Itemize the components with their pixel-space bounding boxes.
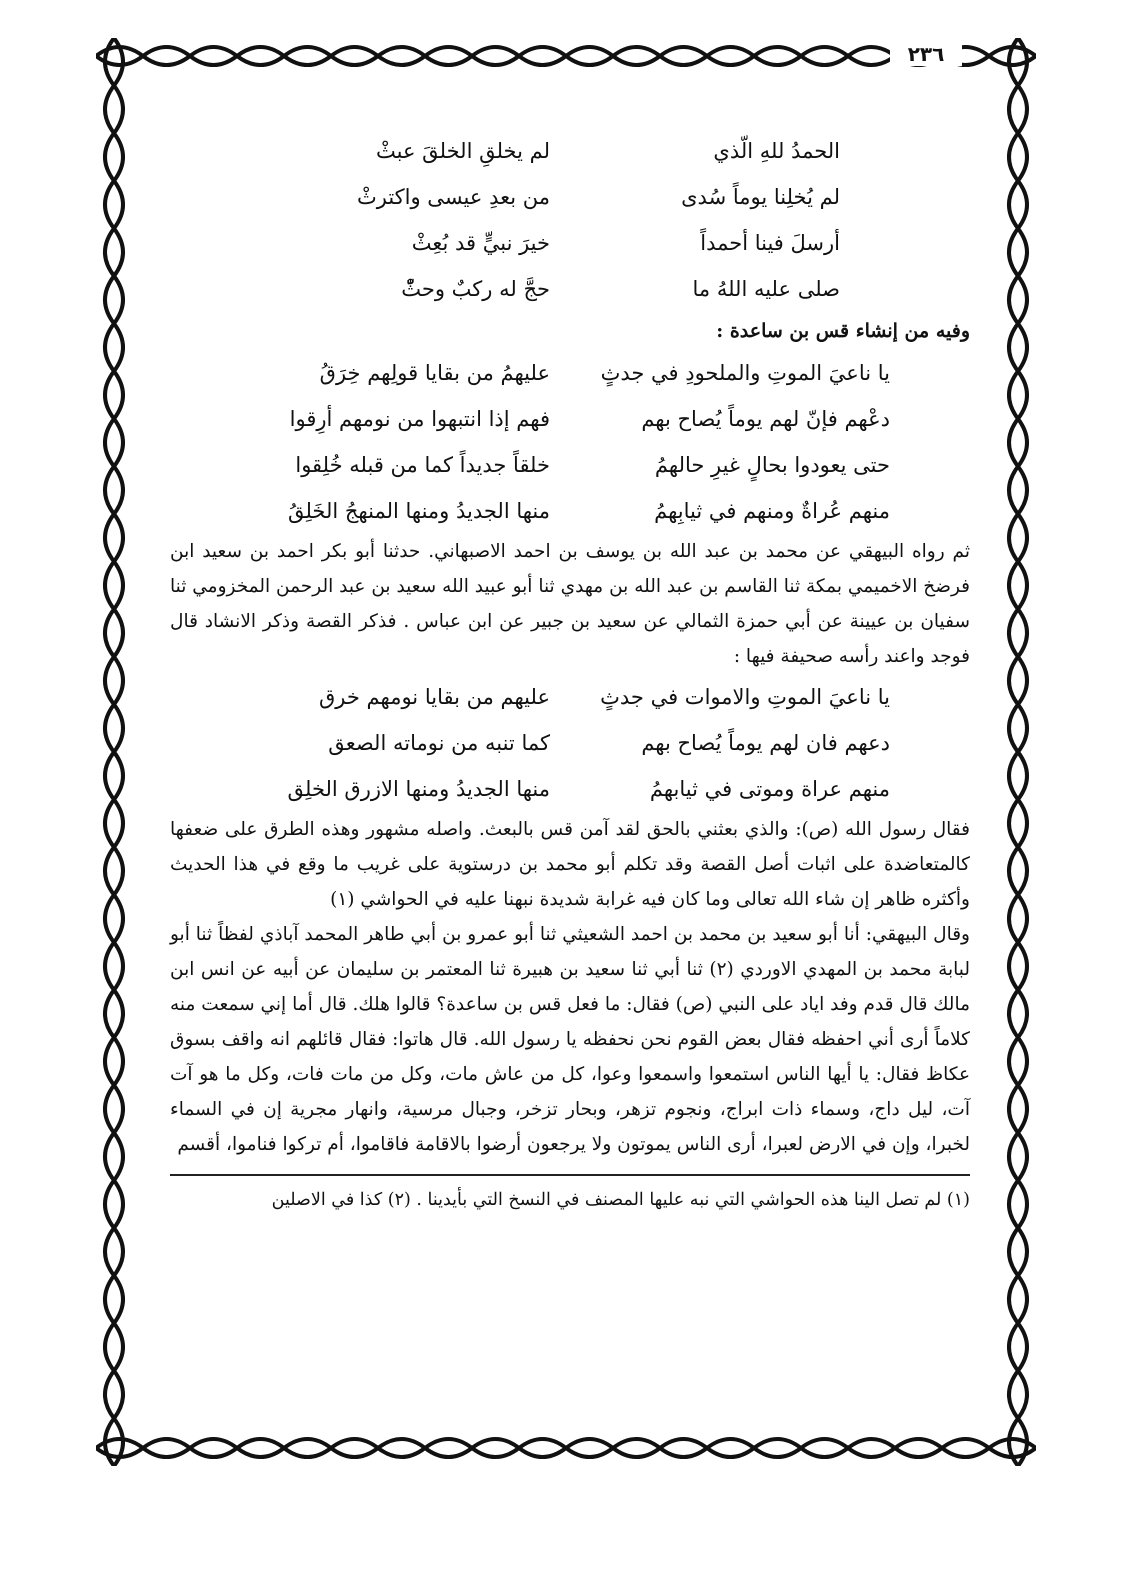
poem-1 <box>170 128 970 312</box>
hemistich-first: لم يُخلِنا يوماً سُدى <box>681 185 840 209</box>
hemistich-second: خيرَ نبيٍّ قد بُعِثْ <box>411 231 550 255</box>
border-right-ornament <box>1000 38 1036 1466</box>
hemistich-second: عليهمُ من بقايا قولِهم خِرَقُ <box>319 361 550 385</box>
hemistich-first: يا ناعيَ الموتِ والملحودِ في جدثٍ <box>600 361 890 385</box>
verse-line <box>170 674 970 720</box>
hemistich-second: لم يخلقِ الخلقَ عبثْ <box>375 139 550 163</box>
verse-line <box>170 128 970 174</box>
hemistich-first: دعْهم فإنّ لهم يوماً يُصاح بهم <box>641 407 890 431</box>
footnote: (١) لم تصل الينا هذه الحواشي التي نبه عليها المصنف في النسخ التي بأيدينا . (٢) كذا في الاصلين <box>271 1190 970 1210</box>
hemistich-second: من بعدِ عيسى واكترثْ <box>356 185 550 209</box>
hemistich-first: يا ناعيَ الموتِ والاموات في جدثٍ <box>600 685 890 709</box>
verse-line <box>170 488 970 534</box>
hemistich-first: صلى عليه اللهُ ما <box>692 277 840 301</box>
verse-line <box>170 350 970 396</box>
hemistich-second: منها الجديدُ ومنها المنهجُ الخَلِقُ <box>287 499 550 523</box>
hemistich-first: منهم عراة وموتى في ثيابهمُ <box>649 777 890 801</box>
verse-line <box>170 442 970 488</box>
verse-line <box>170 266 970 312</box>
hemistich-first: حتى يعودوا بحالٍ غيرِ حالهمُ <box>654 453 890 477</box>
hemistich-first: دعهم فان لهم يوماً يُصاح بهم <box>641 731 890 755</box>
hemistich-first: منهم عُراةٌ ومنهم في ثيابِهمُ <box>654 499 890 523</box>
verse-line <box>170 766 970 812</box>
hemistich-second: حجَّ له ركبٌ وحثّْ <box>401 277 550 301</box>
page-number: ٢٣٦ <box>890 42 962 66</box>
verse-line <box>170 396 970 442</box>
intro-qus-poem: وفيه من إنشاء قس بن ساعدة : <box>716 320 970 342</box>
hemistich-first: أرسلَ فينا أحمداً <box>700 231 840 255</box>
hemistich-first: الحمدُ للهِ الّذي <box>713 139 840 163</box>
poem-2 <box>170 350 970 534</box>
verse-line <box>170 220 970 266</box>
poem-3 <box>170 674 970 812</box>
hemistich-second: منها الجديدُ ومنها الازرق الخلِق <box>287 777 550 801</box>
hemistich-second: كما تنبه من نوماته الصعق <box>328 731 550 755</box>
border-bottom-ornament <box>96 1430 1036 1466</box>
isnad-paragraph: ثم رواه البيهقي عن محمد بن عبد الله بن يوسف بن احمد الاصبهاني. حدثنا أبو بكر احمد بن سعيد ابن فرضخ الاخميمي بمكة ثنا القاسم بن عبد الله بن مهدي ثنا أبو عبيد الله سعيد بن عبد الرحمن المخزومي ثنا سفيان بن عيينة عن أبي حمزة الثمالي عن سعيد بن جبير عن ابن عباس . فذكر القصة وذكر الانشاد قال فوجد واعند رأسه صحيفة فيها : <box>170 541 970 667</box>
verse-line <box>170 174 970 220</box>
verse-line <box>170 720 970 766</box>
page-content <box>170 128 970 1216</box>
bayhaqi-narration-paragraph: وقال البيهقي: أنا أبو سعيد بن محمد بن احمد الشعيثي ثنا أبو عمرو بن أبي طاهر المحمد آباذي لفظاً ثنا أبو لبابة محمد بن المهدي الاوردي (٢) ثنا أبي ثنا سعيد بن هبيرة ثنا المعتمر بن سليمان عن أبيه عن انس ابن مالك قال قدم وفد اياد على النبي (ص) فقال: ما فعل قس بن ساعدة؟ قالوا هلك. قال أما إني سمعت منه كلاماً أرى أني احفظه فقال بعض القوم نحن نحفظه يا رسول الله. قال هاتوا: فقال قائلهم انه واقف بسوق عكاظ فقال: يا أيها الناس استمعوا واسمعوا وعوا، كل من عاش مات، وكل من مات فات، وكل ما هو آت آت، ليل داج، وسماء ذات ابراج، ونجوم تزهر، وبحار تزخر، وجبال مرسية، وانهار مجرية إن في السماء لخبرا، وإن في الارض لعبرا، أرى الناس يموتون ولا يرجعون أرضوا بالاقامة فاقاموا، أم تركوا فناموا، أقسم <box>170 924 971 1155</box>
border-left-ornament <box>96 38 132 1466</box>
footnote-divider <box>170 1174 970 1176</box>
hemistich-second: عليهم من بقايا نومهم خرق <box>319 685 550 709</box>
hemistich-second: خلقاً جديداً كما من قبله خُلِقوا <box>295 453 550 477</box>
hemistich-second: فهم إذا انتبهوا من نومهم أرِقوا <box>289 407 550 431</box>
commentary-paragraph: فقال رسول الله (ص): والذي بعثني بالحق لقد آمن قس بالبعث. واصله مشهور وهذه الطرق على ضعفها كالمتعاضدة على اثبات أصل القصة وقد تكلم أبو محمد بن درستوية على غريب ما وقع في هذا الحديث وأكثره ظاهر إن شاء الله تعالى وما كان فيه غرابة شديدة نبهنا عليه في الحواشي (١) <box>170 819 970 910</box>
